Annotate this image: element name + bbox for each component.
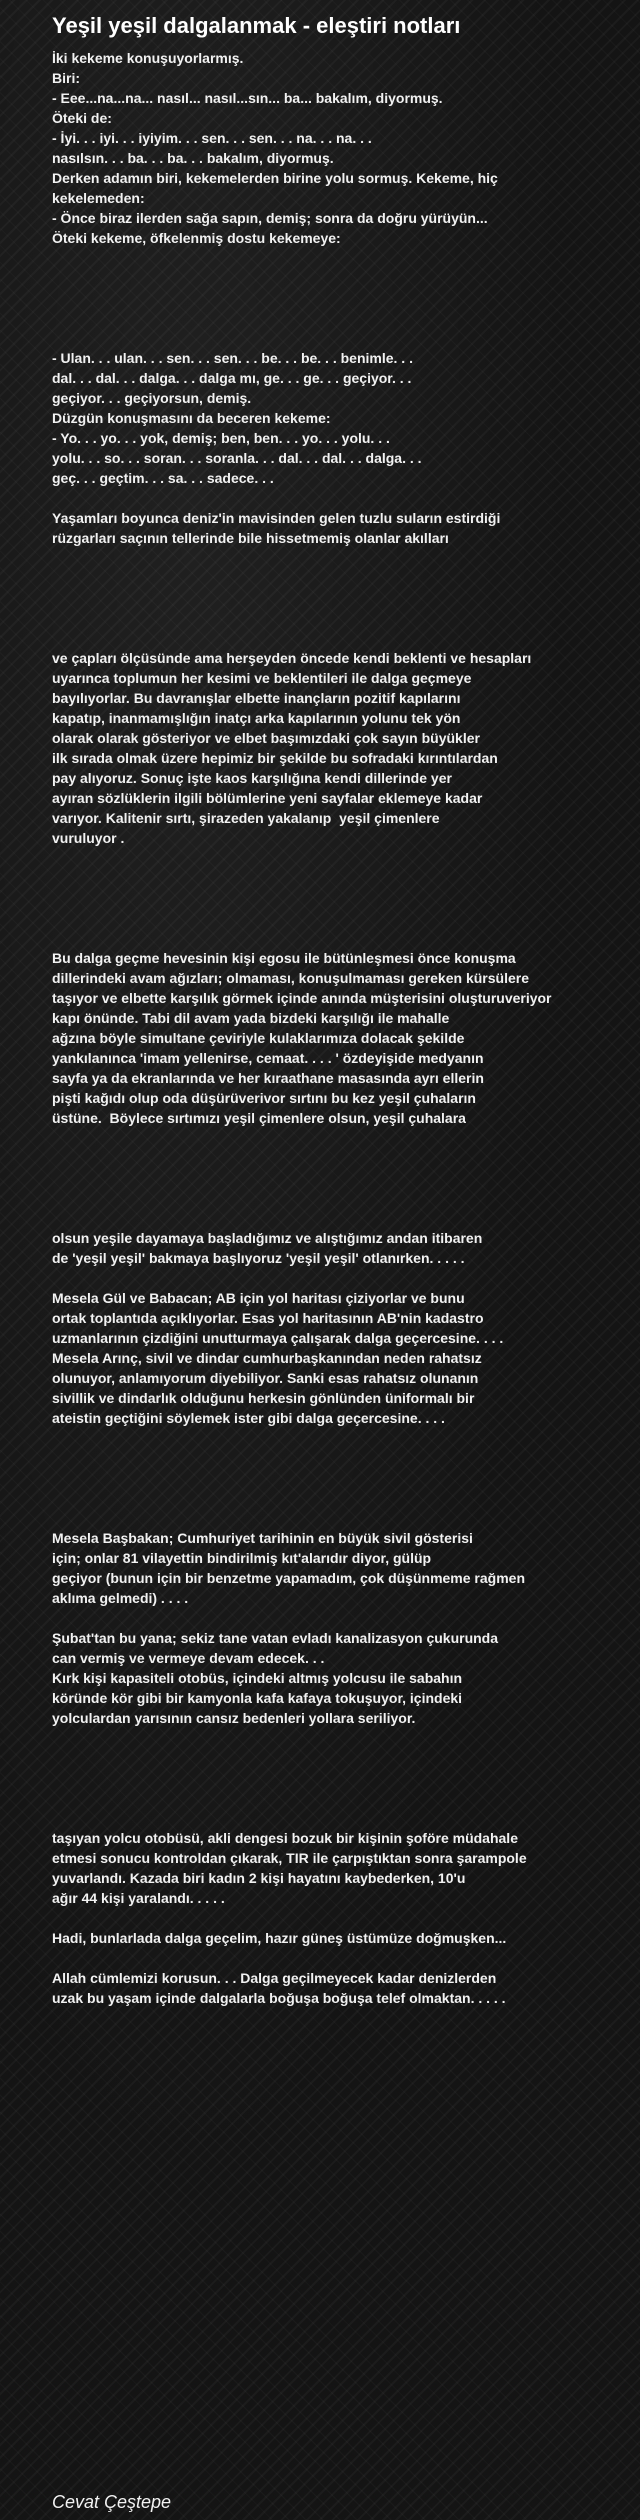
stanza-1: İki kekeme konuşuyorlarmış. Biri: - Eee...na...na... nasıl... nasıl...sın... ba... bakalım, diyormuş. Öteki de: - İyi. . . iyi. . . iyiyim. . . sen. . . sen. . . na. . . na. . . nasılsın. . . ba. . . ba. . . bakalım, diyormuş. Derken adamın biri, kekemelerden birine yolu sormuş. Kekeme, hiç kekelemeden: - Önce biraz ilerden sağa sapın, demiş; sonra da doğru yürüyün... Öteki kekeme, öfkelenmiş dostu kekemeye: — [52, 50, 498, 246]
stanza-4: Bu dalga geçme hevesinin kişi egosu ile bütünleşmesi önce konuşma dillerindeki avam ağızları; olmaması, konuşulmaması gereken kürsülere taşıyor ve elbette karşılık görmek içinde anında müşterisini oluşturuveriyor kapı önünde. Tabi dil avam yada bizdeki karşılığı ile mahalle ağzına böyle simultane çeviriyle kulaklarımıza dolacak şekilde yankılanınca 'imam yellenirse, cemaat. . . . ' özdeyişide medyanın sayfa ya da ekranlarında ve her kıraathane masasında ayrı ellerin pişti kağıdı olup oda düşürüverivor sırtını bu kez yeşil çuhaların üstüne. Böylece sırtımızı yeşil çimenlere olsun, yeşil çuhalara — [52, 950, 552, 1126]
stanza-3: ve çapları ölçüsünde ama herşeyden öncede kendi beklenti ve hesapları uyarınca toplumun her kesimi ve beklentileri ile dalga geçmeye bayılıyorlar. Bu davranışlar elbette inançların pozitif kapılarını kapatıp, inanmamışlığın inatçı arka kapılarının yolunu tek yön olarak olarak gösteriyor ve elbet başımızdaki çok sayın büyükler ilk sırada olmak üzere hepimiz bir şekilde bu sofradaki kırıntılardan pay alıyoruz. Sonuç işte kaos karşılığına kendi dillerinde yer ayıran sözlüklerin ilgili bölümlerine yeni sayfalar eklemeye kadar varıyor. Kalitenir sırtı, şirazeden yakalanıp yeşil çimenlere vuruluyor . — [52, 650, 532, 846]
page-title: Yeşil yeşil dalgalanmak - eleştiri notları — [52, 13, 461, 38]
stanza-7: taşıyan yolcu otobüsü, akli dengesi bozuk bir kişinin şoföre müdahale etmesi sonucu kontroldan çıkarak, TIR ile çarpıştıktan sonra şarampole yuvarlandı. Kazada biri kadın 2 kişi hayatını kaybederken, 10'u ağır 44 kişi yaralandı. . . . . Hadi, bunlarlada dalga geçelim, hazır güneş üstümüze doğmuşken... Allah cümlemizi korusun. . . Dalga geçilmeyecek kadar denizlerden uzak bu yaşam içinde dalgalarla boğuşa boğuşa telef olmaktan. . . . . — [52, 1830, 527, 2006]
stanza-6: Mesela Başbakan; Cumhuriyet tarihinin en büyük sivil gösterisi için; onlar 81 vilayettin bindirilmiş kıt'alarıdır diyor, gülüp geçiyor (bunun için bir benzetme yapamadım, çok düşünmeme rağmen aklıma gelmedi) . . . . Şubat'tan bu yana; sekiz tane vatan evladı kanalizasyon çukurunda can vermiş ve vermeye devam edecek. . . Kırk kişi kapasiteli otobüs, içindeki altmış yolcusu ile sabahın köründe kör gibi bir kamyonla kafa kafaya tokuşuyor, içindeki yolculardan yarısının cansız bedenleri yollara seriliyor. — [52, 1530, 525, 1726]
author-signature: Cevat Çeştepe — [52, 2492, 172, 2512]
stanza-2: - Ulan. . . ulan. . . sen. . . sen. . . be. . . be. . . benimle. . . dal. . . dal. . . dalga. . . dalga mı, ge. . . ge. . . geçiyor. . . geçiyor. . . geçiyorsun, demiş. Düzgün konuşmasını da beceren kekeme: - Yo. . . yo. . . yok, demiş; ben, ben. . . yo. . . yolu. . . yolu. . . so. . . soran. . . soranla. . . dal. . . dal. . . dalga. . . geç. . . geçtim. . . sa. . . sadece. . . Yaşamları boyunca deniz'in mavisinden gelen tuzlu suların estirdiği rüzgarları saçının tellerinde bile hissetmemiş olanlar akılları — [52, 350, 501, 546]
stanza-5: olsun yeşile dayamaya başladığımız ve alıştığımız andan itibaren de 'yeşil yeşil' bakmaya başlıyoruz 'yeşil yeşil' otlanırken. . . . . Mesela Gül ve Babacan; AB için yol haritası çiziyorlar ve bunu ortak toplantıda açıklıyorlar. Esas yol haritasının AB'nin kadastro uzmanlarının çizdiğini unutturmaya çalışarak dalga geçercesine. . . . Mesela Arınç, sivil ve dindar cumhurbaşkanından neden rahatsız olunuyor, anlamıyorum diyebiliyor. Sanki esas rahatsız olunanın sivillik ve dindarlık olduğunu herkesin gönlünden üniformalı bir ateistin geçtiğini söylemek ister gibi dalga geçercesine. . . . — [52, 1230, 504, 1426]
